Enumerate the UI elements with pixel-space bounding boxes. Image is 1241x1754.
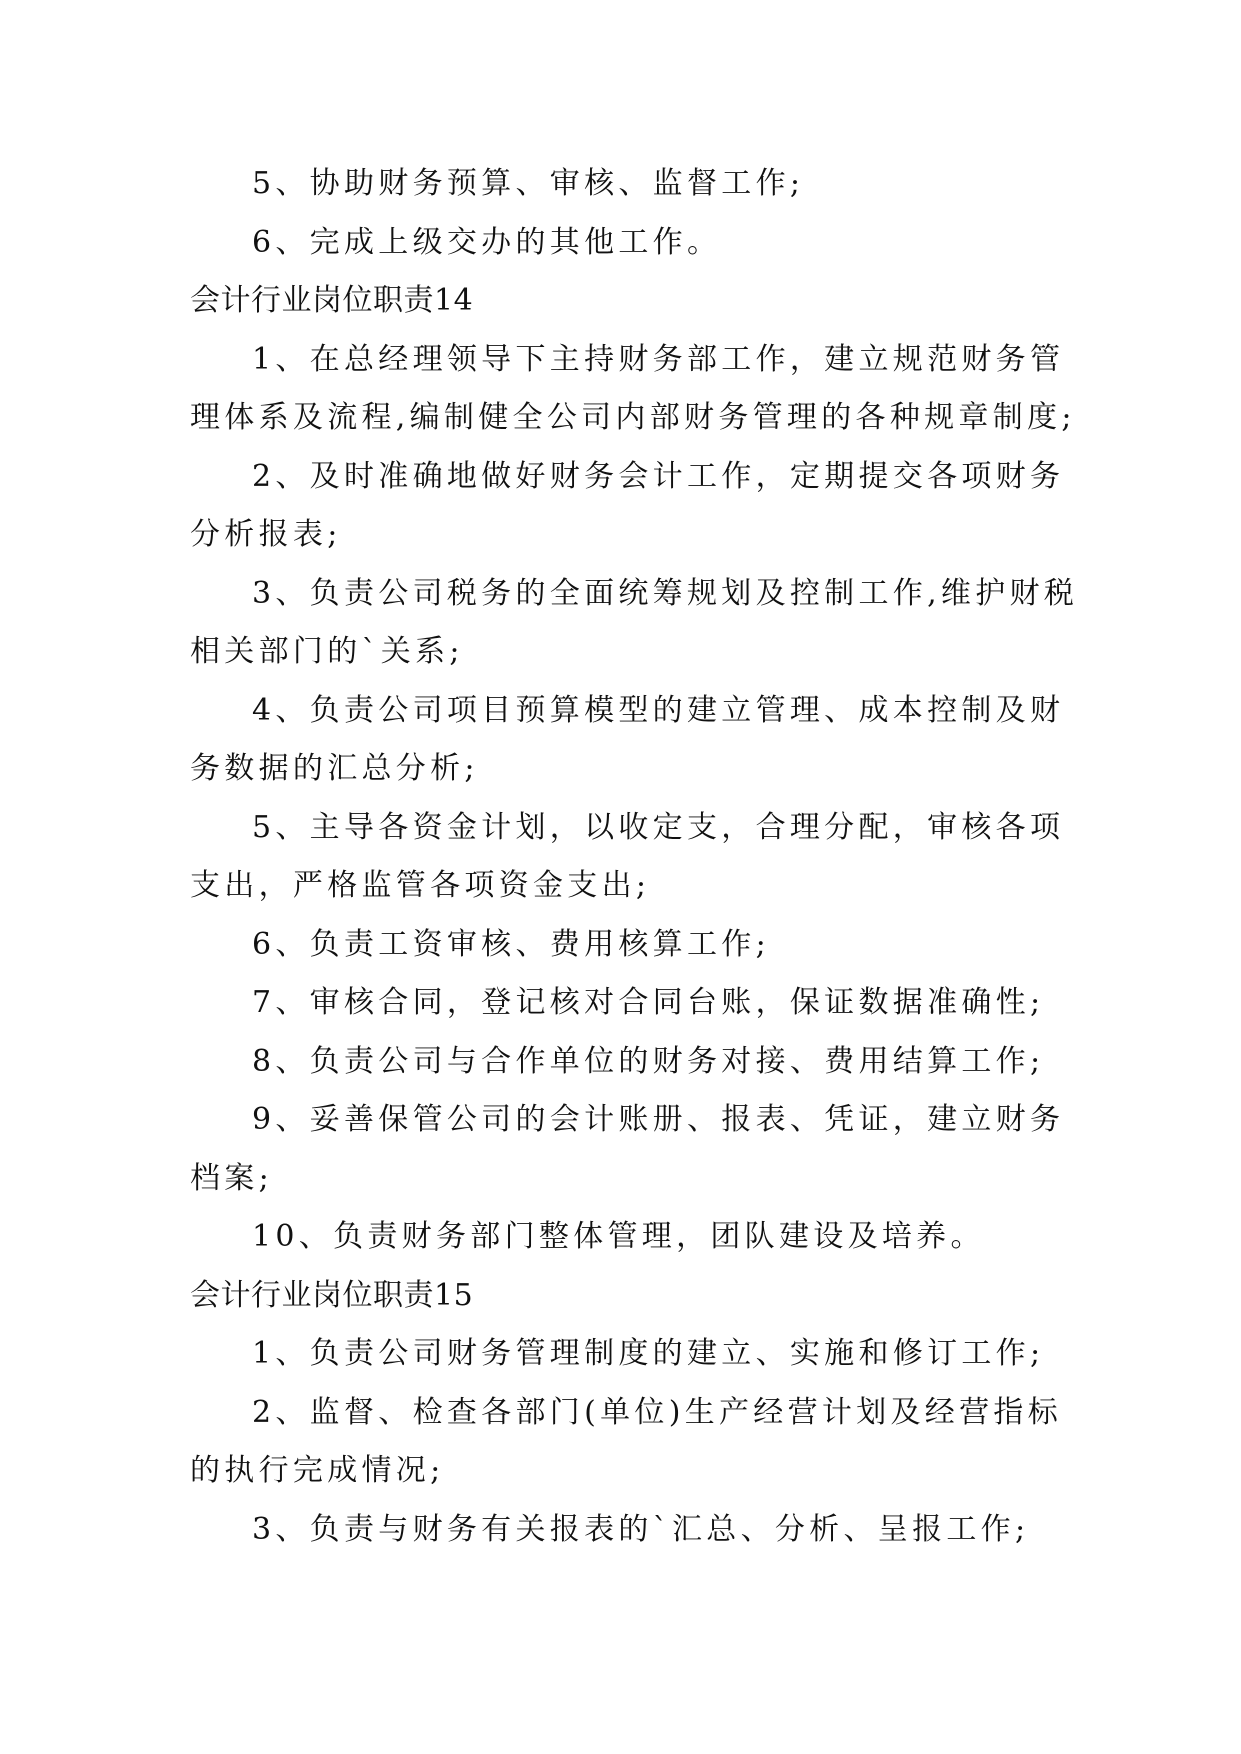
list-item: 7、审核合同，登记核对合同台账，保证数据准确性;: [252, 985, 1045, 1020]
list-item: 2、监督、检查各部门(单位)生产经营计划及经营指标: [252, 1394, 1062, 1430]
list-item-continuation: 支出，严格监管各项资金支出;: [190, 868, 651, 903]
list-item: 4、负责公司项目预算模型的建立管理、成本控制及财: [252, 692, 1065, 728]
list-item-continuation: 分析报表;: [190, 517, 342, 552]
list-item: 8、负责公司与合作单位的财务对接、费用结算工作;: [252, 1043, 1045, 1079]
list-item-continuation: 的执行完成情况;: [190, 1453, 445, 1488]
list-item-continuation: 理体系及流程,编制健全公司内部财务管理的各种规章制度;: [190, 400, 1076, 435]
list-item-continuation: 档案;: [190, 1160, 274, 1196]
list-item: 2、及时准确地做好财务会计工作，定期提交各项财务: [252, 458, 1065, 494]
list-item: 10、负责财务部门整体管理，团队建设及培养。: [252, 1219, 985, 1254]
list-item: 6、完成上级交办的其他工作。: [252, 224, 722, 260]
section-heading: 会计行业岗位职责15: [190, 1277, 474, 1313]
list-item: 5、协助财务预算、审核、监督工作;: [252, 166, 805, 201]
list-item: 9、妥善保管公司的会计账册、报表、凭证，建立财务: [252, 1102, 1065, 1137]
list-item: 5、主导各资金计划，以收定支，合理分配，审核各项: [252, 809, 1065, 845]
list-item-continuation: 务数据的汇总分析;: [190, 751, 479, 786]
list-item-continuation: 相关部门的`关系;: [190, 634, 464, 669]
list-item: 1、负责公司财务管理制度的建立、实施和修订工作;: [252, 1336, 1045, 1371]
section-heading: 会计行业岗位职责14: [190, 283, 474, 318]
list-item: 1、在总经理领导下主持财务部工作，建立规范财务管: [252, 341, 1065, 377]
list-item: 6、负责工资审核、费用核算工作;: [252, 926, 770, 962]
list-item: 3、负责与财务有关报表的`汇总、分析、呈报工作;: [252, 1511, 1030, 1547]
list-item: 3、负责公司税务的全面统筹规划及控制工作,维护财税: [252, 575, 1079, 611]
document-body: [190, 155, 1079, 1559]
